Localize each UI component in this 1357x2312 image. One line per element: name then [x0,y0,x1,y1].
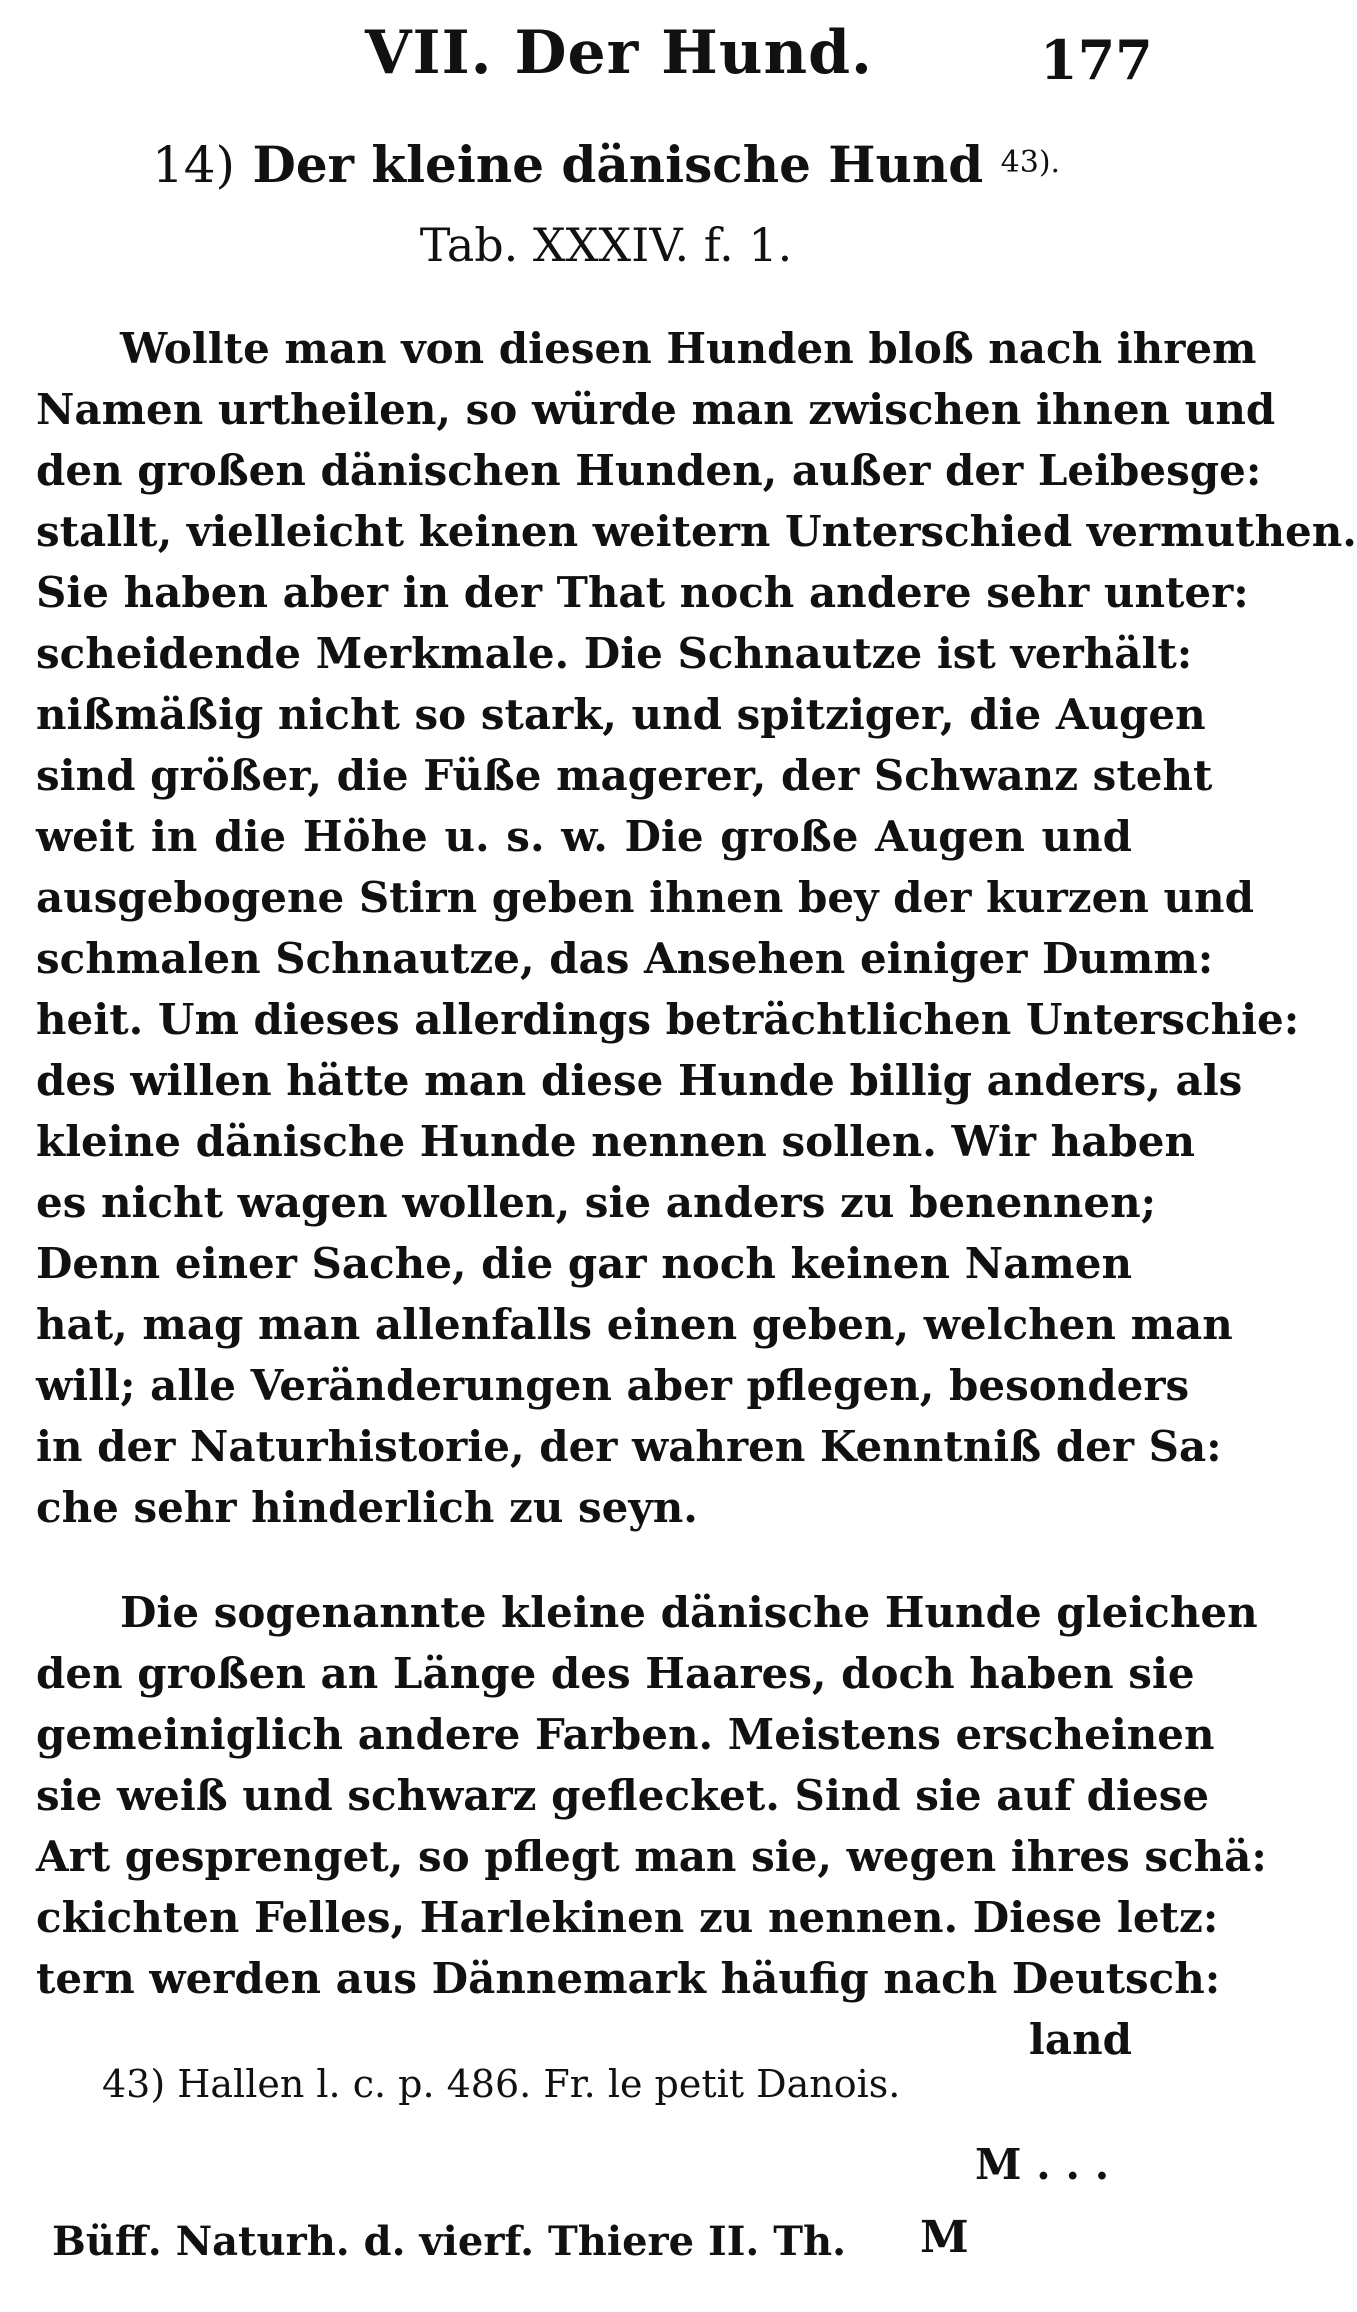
section-title [0,135,1212,194]
text-line: weit in die Höhe u. s. w. Die große Augen und [36,812,1132,861]
signature-line: Büff. Naturh. d. vierf. Thiere II. Th. [52,2218,847,2265]
plate-reference: Tab. XXXIV. f. 1. [419,218,793,272]
footnote: 43) Hallen l. c. p. 486. Fr. le petit Danois. [102,2062,901,2106]
running-head: VII. Der Hund. [365,18,873,88]
text-line: hat, mag man allenfalls einen geben, welchen man [36,1300,1233,1349]
paragraph-1 [36,318,1357,1538]
text-line: des willen hätte man diese Hunde billig anders, als [36,1056,1243,1105]
text-line: gemeiniglich andere Farben. Meistens erscheinen [36,1710,1215,1759]
text-line: che sehr hinderlich zu seyn. [36,1483,698,1532]
text-line: es nicht wagen wollen, sie anders zu benennen; [36,1178,1157,1227]
text-line: scheidende Merkmale. Die Schnautze ist verhält: [36,629,1193,678]
text-line: den großen dänischen Hunden, außer der Leibesge: [36,446,1262,495]
text-line: Denn einer Sache, die gar noch keinen Namen [36,1239,1132,1288]
text-line: nißmäßig nicht so stark, und spitziger, die Augen [36,690,1206,739]
text-line: sind größer, die Füße magerer, der Schwanz steht [36,751,1213,800]
text-line: kleine dänische Hunde nennen sollen. Wir haben [36,1117,1196,1166]
text-line: stallt, vielleicht keinen weitern Unterschied vermuthen. [36,507,1357,556]
catchword: M . . . [975,2140,1110,2189]
text-line: will; alle Veränderungen aber pflegen, besonders [36,1361,1190,1410]
text-line: sie weiß und schwarz geflecket. Sind sie auf diese [36,1771,1210,1820]
text-line: in der Naturhistorie, der wahren Kenntniß der Sa: [36,1422,1222,1471]
section-number: 14) [151,136,236,194]
text-line: tern werden aus Dännemark häufig nach Deutsch: [36,1954,1221,2003]
text-line: den großen an Länge des Haares, doch haben sie [36,1649,1195,1698]
text-line: schmalen Schnautze, das Ansehen einiger Dumm: [36,934,1214,983]
text-line: Die sogenannte kleine dänische Hunde gleichen [120,1588,1258,1637]
section-heading: Der kleine dänische Hund [252,135,984,194]
page-number: 177 [1040,28,1153,92]
paragraph-2 [36,1582,1267,2070]
text-line: heit. Um dieses allerdings beträchtlichen Unterschie: [36,995,1300,1044]
text-line: ausgebogene Stirn geben ihnen bey der kurzen und [36,873,1254,922]
text-line: land [1028,2015,1132,2064]
page-header [0,18,1212,108]
text-line: Art gesprenget, so pflegt man sie, wegen ihres schä: [36,1832,1267,1881]
text-line: Wollte man von diesen Hunden bloß nach ihrem [120,324,1257,373]
text-line: ckichten Felles, Harlekinen zu nennen. Diese letz: [36,1893,1219,1942]
text-line: Namen urtheilen, so würde man zwischen ihnen und [36,385,1276,434]
footnote-reference: 43). [1000,145,1061,180]
text-line: Sie haben aber in der That noch andere sehr unter: [36,568,1249,617]
signature-mark: M [920,2212,969,2263]
